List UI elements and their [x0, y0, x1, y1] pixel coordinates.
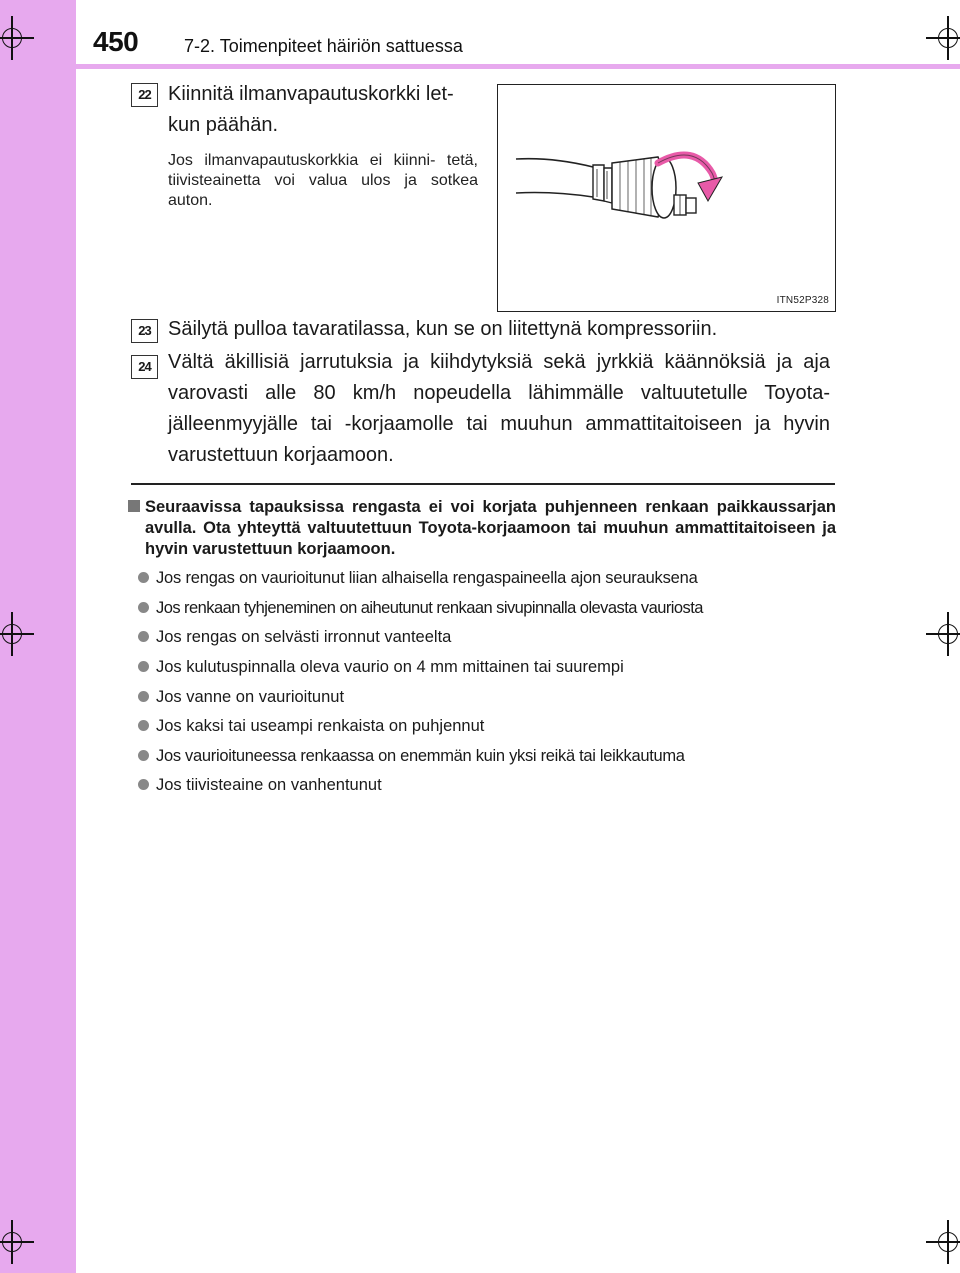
registration-mark-mid-left — [0, 620, 26, 648]
list-item — [138, 688, 344, 707]
list-item-text: Jos vaurioituneessa renkaassa on enemmän kuin yksi reikä tai leikkautuma — [156, 747, 685, 765]
step-24-text: Vältä äkillisiä jarrutuksia ja kiihdytyksiä sekä jyrkkiä käännöksiä ja aja varovasti alle 80 km/h nopeudella lähimmälle valtuutetulle Toyota-jälleenmyyjälle tai -korjaamolle tai muuhun ammattitaitoiseen ja hyvin varustettuun korjaamoon. — [168, 351, 830, 466]
registration-mark-top-right — [934, 24, 960, 52]
bullet-dot-icon — [138, 602, 149, 613]
registration-mark-bottom-right — [934, 1228, 960, 1256]
step-22-text-line1: Kiinnitä ilmanvapautuskorkki let- — [168, 83, 454, 105]
list-item — [138, 658, 624, 677]
note-heading-text: Seuraavissa tapauksissa rengasta ei voi korjata puhjenneen renkaan paikkaussarjan avulla. Ota yhteyttä valtuutettuun Toyota-korjaamoon tai muuhun ammattitaitoiseen ja hyvin varustettuun korjaamoon. — [145, 498, 836, 558]
bullet-dot-icon — [138, 720, 149, 731]
list-item-text: Jos tiivisteaine on vanhentunut — [156, 776, 382, 794]
bullet-dot-icon — [138, 661, 149, 672]
list-item-text: Jos vanne on vaurioitunut — [156, 688, 345, 706]
step-number-23: 23 — [131, 319, 158, 343]
bullet-dot-icon — [138, 572, 149, 583]
list-item-text: Jos rengas on selvästi irronnut vanteelta — [156, 628, 452, 646]
bullet-dot-icon — [138, 779, 149, 790]
hose-cap-illustration — [497, 84, 836, 312]
figure-code: ITN52P328 — [776, 295, 829, 306]
registration-mark-top-left — [0, 24, 26, 52]
registration-mark-bottom-left — [0, 1228, 26, 1256]
list-item — [138, 776, 382, 795]
header-rule — [76, 64, 960, 69]
page-number: 450 — [93, 26, 139, 57]
list-item — [138, 747, 685, 766]
list-item-text: Jos rengas on vaurioitunut liian alhaisella rengaspaineella ajon seurauksena — [156, 569, 698, 587]
list-item-text: Jos kulutuspinnalla oleva vaurio on 4 mm mittainen tai suurempi — [156, 658, 624, 676]
section-divider — [131, 483, 835, 485]
list-item-text: Jos renkaan tyhjeneminen on aiheutunut renkaan sivupinnalla olevasta vauriosta — [156, 599, 703, 617]
hose-cap-drawing — [498, 85, 835, 311]
step-number-24: 24 — [131, 355, 158, 379]
list-item — [138, 717, 484, 736]
bullet-dot-icon — [138, 750, 149, 761]
list-item — [138, 569, 698, 588]
bullet-dot-icon — [138, 691, 149, 702]
step-23-text: Säilytä pulloa tavaratilassa, kun se on liitettynä kompressoriin. — [168, 318, 718, 340]
square-bullet-icon — [128, 500, 140, 512]
step-number-22: 22 — [131, 83, 158, 107]
note-heading — [128, 497, 836, 560]
list-item — [138, 599, 703, 618]
step-22-subtext: Jos ilmanvapautuskorkkia ei kiinni- tetä, tiivisteainetta voi valua ulos ja sotkea auton. — [168, 152, 478, 209]
registration-mark-mid-right — [934, 620, 960, 648]
list-item-text: Jos kaksi tai useampi renkaista on puhjennut — [156, 717, 485, 735]
list-item — [138, 628, 451, 647]
bullet-dot-icon — [138, 631, 149, 642]
section-title: 7-2. Toimenpiteet häiriön sattuessa — [184, 36, 463, 56]
step-22-text-line2: kun päähän. — [168, 114, 279, 136]
